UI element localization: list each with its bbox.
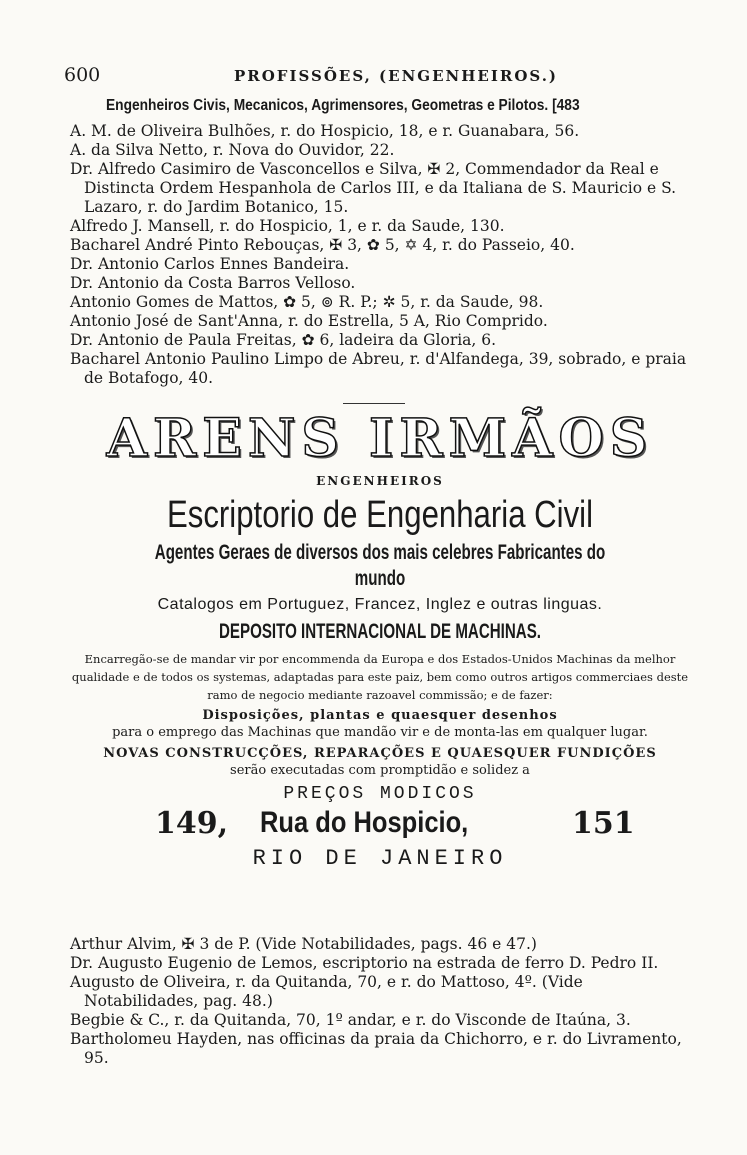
list-item: A. da Silva Netto, r. Nova do Ouvidor, 22. (70, 141, 395, 159)
list-item: Dr. Antonio de Paula Freitas, ✿ 6, ladeira da Gloria, 6. (70, 331, 497, 349)
advert-designs-text: para o emprego das Machinas que mandão vir e de monta-las em qualquer lugar. (112, 725, 648, 740)
advert-office: Escriptorio de Engenharia Civil (166, 494, 594, 536)
list-item: Dr. Antonio Carlos Ennes Bandeira. (70, 255, 350, 273)
running-title: PROFISSÕES, (ENGENHEIROS.) (234, 67, 559, 85)
list-item: Bacharel Antonio Paulino Limpo de Abreu, r. d'Alfandega, 39, sobrado, e praia de Botafogo, 40. (70, 350, 687, 387)
list-item: Bartholomeu Hayden, nas officinas da praia da Chichorro, e r. do Livramento, 95. (70, 1030, 682, 1067)
list-item: Bacharel André Pinto Rebouças, ✠ 3, ✿ 5, ✡ 4, r. do Passeio, 40. (70, 236, 575, 254)
divider (343, 403, 405, 404)
list-item: Arthur Alvim, ✠ 3 de P. (Vide Notabilidades, pags. 46 e 47.) (70, 935, 537, 953)
advert-prices: PREÇOS MODICOS (283, 784, 477, 804)
advert-paragraph: Encarregão-se de mandar vir por encommenda da Europa e dos Estados-Unidos Machinas da melhor qualidade e de todos os systemas, adaptadas para este paiz, bem como outros artigos commerciaes deste ramo de negocio mediante razoavel commissão; e de fazer: (71, 652, 689, 702)
page-number: 600 (64, 64, 101, 86)
list-item: Dr. Augusto Eugenio de Lemos, escriptorio na estrada de ferro D. Pedro II. (70, 954, 659, 972)
advert-subtitle: ENGENHEIROS (316, 474, 444, 488)
advert-agents: Agentes Geraes de diversos dos mais celebres Fabricantes do mundo (154, 541, 606, 590)
entries-list (70, 122, 700, 388)
address-street: Rua do Hospicio, (260, 806, 469, 839)
advert-firm-name: ARENS IRMÃOS (106, 408, 654, 469)
advert-designs: Disposições, plantas e quaesquer desenhos (202, 708, 558, 723)
advert-city: RIO DE JANEIRO (252, 846, 508, 871)
list-item: Begbie & C., r. da Quitanda, 70, 1º andar, e r. do Visconde de Itaúna, 3. (70, 1011, 631, 1029)
list-item: Augusto de Oliveira, r. da Quitanda, 70, e r. do Mattoso, 4º. (Vide Notabilidades, pag. 48.) (70, 973, 583, 1010)
page-header (64, 64, 684, 88)
address-number-left: 149, (155, 806, 229, 841)
list-item: Alfredo J. Mansell, r. do Hospicio, 1, e r. da Saude, 130. (70, 217, 505, 235)
advert-catalogs: Catalogos em Portuguez, Francez, Inglez e outras linguas. (157, 596, 603, 613)
advert-constructions: NOVAS CONSTRUCÇÕES, REPARAÇÕES E QUAESQUER FUNDIÇÕES (103, 746, 657, 761)
advert-constructions-text: serão executadas com promptidão e solidez a (230, 763, 530, 778)
list-item: Dr. Alfredo Casimiro de Vasconcellos e Silva, ✠ 2, Commendador da Real e Distincta Ordem Hespanhola de Carlos III, e da Italiana de S. Mauricio e S. Lazaro, r. do Jardim Botanico, 15. (70, 160, 677, 216)
entries-list-continued (70, 935, 700, 1068)
list-item: Antonio Gomes de Mattos, ✿ 5, ⊚ R. P.; ✲ 5, r. da Saude, 98. (70, 293, 544, 311)
section-heading: Engenheiros Civis, Mecanicos, Agrimensores, Geometras e Pilotos. [483 (106, 97, 580, 114)
advert-deposit: DEPOSITO INTERNACIONAL DE MACHINAS. (218, 620, 542, 643)
address-number-right: 151 (572, 806, 635, 841)
list-item: Dr. Antonio da Costa Barros Velloso. (70, 274, 356, 292)
list-item: Antonio José de Sant'Anna, r. do Estrella, 5 A, Rio Comprido. (70, 312, 548, 330)
list-item: A. M. de Oliveira Bulhões, r. do Hospicio, 18, e r. Guanabara, 56. (70, 122, 580, 140)
advert-address (60, 806, 700, 846)
advertisement (60, 410, 700, 871)
